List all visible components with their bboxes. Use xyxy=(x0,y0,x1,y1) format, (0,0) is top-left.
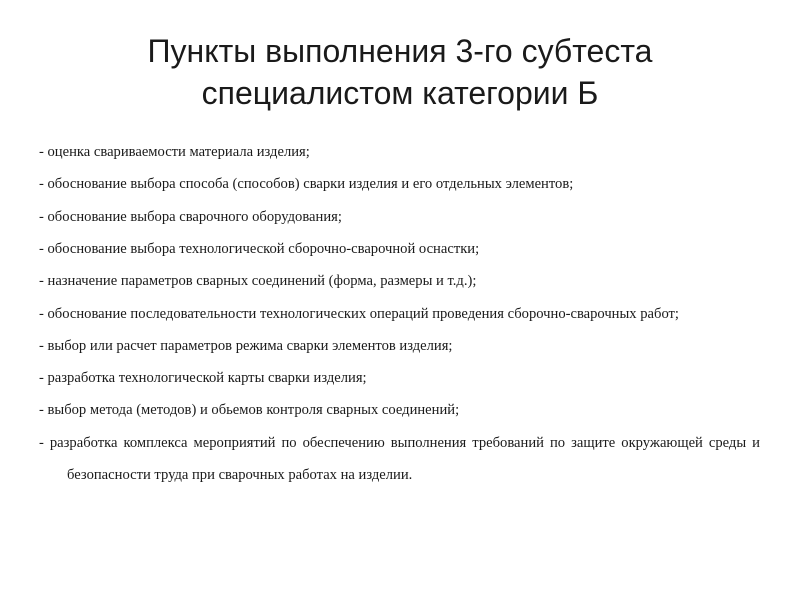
list-item: - обоснование выбора способа (способов) сварки изделия и его отдельных элементов; xyxy=(39,176,574,193)
slide-title xyxy=(40,30,760,114)
list-item: - назначение параметров сварных соединений (форма, размеры и т.д.); xyxy=(39,273,477,290)
slide-title-line-1: Пункты выполнения 3-го субтеста xyxy=(147,33,653,69)
slide-title-line-2: специалистом категории Б xyxy=(201,75,599,111)
list-item: - разработка технологической карты сварки изделия; xyxy=(39,369,367,386)
list-item: - обоснование последовательности технологических операций проведения сборочно-сварочных работ; xyxy=(39,305,679,322)
subtest-items-list xyxy=(39,143,760,492)
list-item: - обоснование выбора технологической сборочно-сварочной оснастки; xyxy=(39,240,480,257)
list-item: - выбор метода (методов) и обьемов контроля сварных соединений; xyxy=(39,402,460,419)
list-item: - оценка свариваемости материала изделия; xyxy=(39,144,310,160)
list-item: - выбор или расчет параметров режима сварки элементов изделия; xyxy=(39,337,453,354)
list-item: - обоснование выбора сварочного оборудования; xyxy=(39,208,342,225)
list-item: - разработка комплекса мероприятий по обеспечению выполнения требований по защите окружающей среды и безопасности труда при сварочных работах на изделии. xyxy=(39,434,760,484)
